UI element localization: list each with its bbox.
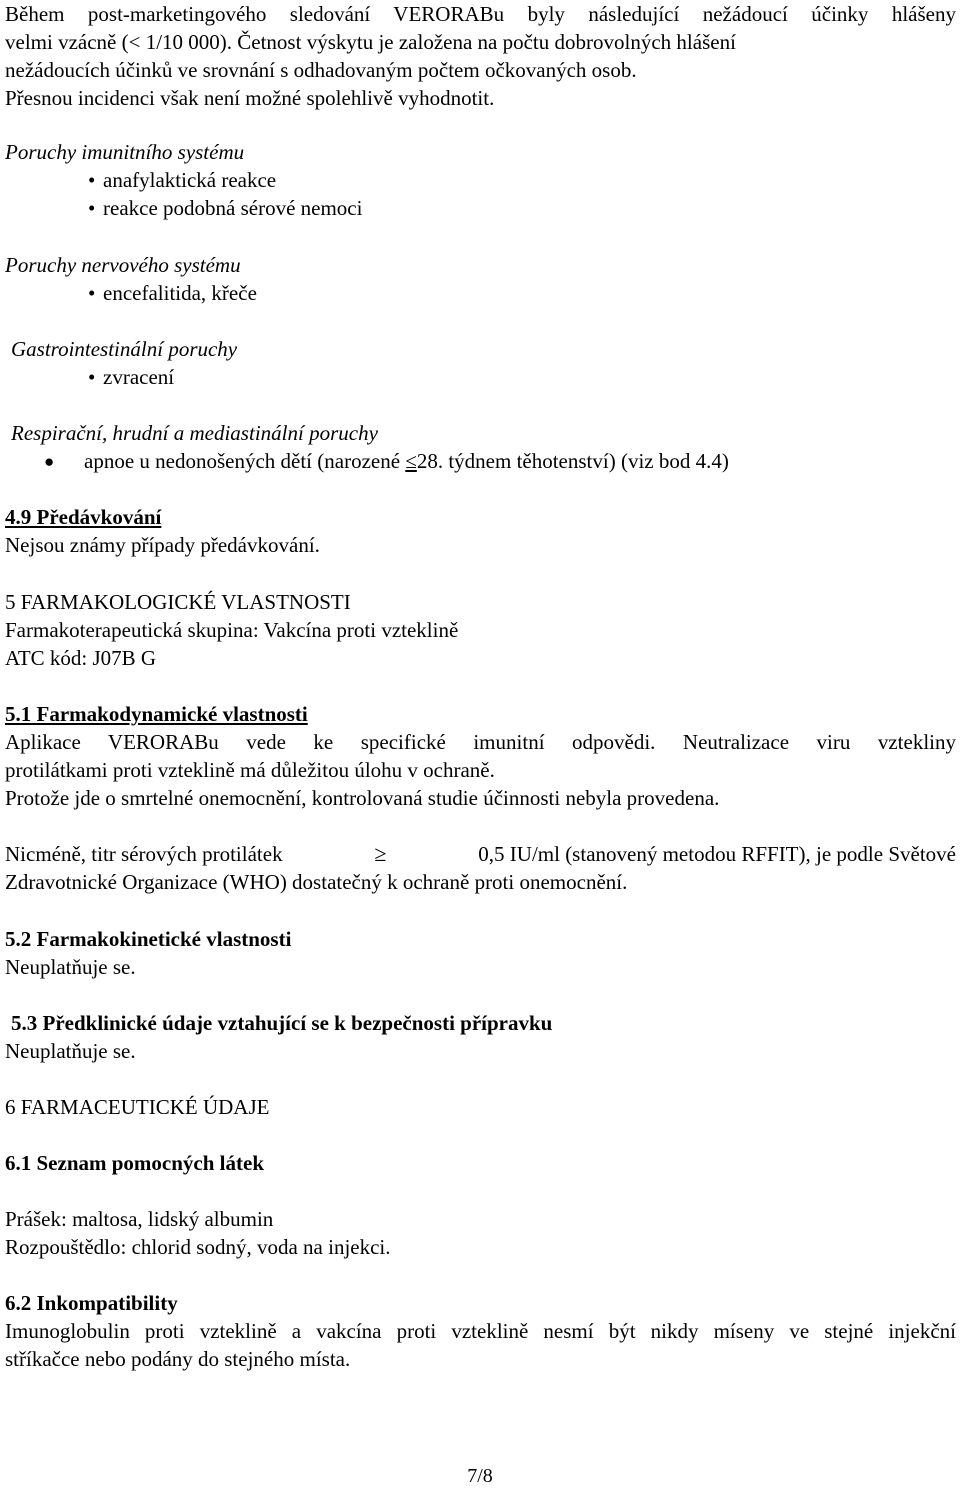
section-6-1-heading: 6.1 Seznam pomocných látek — [5, 1151, 264, 1175]
less-equal-symbol: ≤ — [405, 449, 417, 473]
section-5-1-line-4: Nicméně, titr sérových protilátek ≥ 0,5 IU/ml (stanovený metodou RFFIT), je podle Světové — [5, 841, 956, 866]
section-4-9-text: Nejsou známy případy předávkování. — [5, 533, 320, 557]
section-6-2-line-2: stříkačce nebo podány do stejného místa. — [5, 1347, 351, 1371]
list-item: reakce podobná sérové nemoci — [103, 196, 363, 220]
section-5-1-heading: 5.1 Farmakodynamické vlastnosti — [5, 702, 308, 726]
section-5-1-line-1: Aplikace VERORABu vede ke specifické imunitní odpovědi. Neutralizace viru vztekliny — [5, 730, 956, 754]
greater-equal-symbol: ≥ — [374, 841, 387, 866]
bullet-icon: • — [88, 196, 96, 220]
intro-line-4: Přesnou incidenci však není možné spolehlivě vyhodnotit. — [5, 86, 495, 110]
section-5-2-heading: 5.2 Farmakokinetické vlastnosti — [5, 927, 292, 951]
section-6-heading: 6 FARMACEUTICKÉ ÚDAJE — [5, 1095, 270, 1119]
list-item: apnoe u nedonošených dětí (narozené ≤28. týdnem těhotenství) (viz bod 4.4) — [84, 449, 729, 473]
section-5-1-line-3: Protože jde o smrtelné onemocnění, kontrolovaná studie účinnosti nebyla provedena. — [5, 786, 720, 810]
list-item: anafylaktická reakce — [103, 168, 277, 192]
section-5-3-heading: 5.3 Předklinické údaje vztahující se k bezpečnosti přípravku — [11, 1011, 553, 1035]
bullet-icon: • — [88, 365, 96, 389]
section-5-line-1: Farmakoterapeutická skupina: Vakcína proti vzteklině — [5, 618, 459, 642]
section-5-2-text: Neuplatňuje se. — [5, 955, 136, 979]
section-5-1-line-2: protilátkami proti vzteklině má důležitou úlohu v ochraně. — [5, 758, 495, 782]
nervous-heading: Poruchy nervového systému — [5, 253, 241, 277]
bullet-icon: • — [88, 281, 96, 305]
intro-line-1: Během post-marketingového sledování VERORABu byly následující nežádoucí účinky hlášeny — [5, 2, 956, 26]
list-item: encefalitida, křeče — [103, 281, 257, 305]
resp-heading: Respirační, hrudní a mediastinální poruchy — [11, 421, 378, 445]
section-5-3-text: Neuplatňuje se. — [5, 1039, 136, 1063]
section-5-1-line-5: Zdravotnické Organizace (WHO) dostatečný k ochraně proti onemocnění. — [5, 870, 628, 894]
gastro-heading: Gastrointestinální poruchy — [11, 337, 238, 361]
bullet-icon: ● — [44, 452, 55, 471]
intro-line-3: nežádoucích účinků ve srovnání s odhadovaným počtem očkovaných osob. — [5, 58, 637, 82]
section-6-2-heading: 6.2 Inkompatibility — [5, 1291, 178, 1315]
section-6-2-line-1: Imunoglobulin proti vzteklině a vakcína proti vzteklině nesmí být nikdy míseny ve stejné injekční — [5, 1319, 956, 1343]
immune-heading: Poruchy imunitního systému — [5, 140, 245, 164]
intro-line-2: velmi vzácně (< 1/10 000). Četnost výskytu je založena na počtu dobrovolných hlášení — [5, 30, 736, 54]
section-5-line-2: ATC kód: J07B G — [5, 646, 157, 670]
section-5-heading: 5 FARMAKOLOGICKÉ VLASTNOSTI — [5, 590, 351, 614]
bullet-icon: • — [88, 168, 96, 192]
page-number: 7/8 — [467, 1465, 493, 1487]
section-6-1-line-1: Prášek: maltosa, lidský albumin — [5, 1207, 274, 1231]
list-item: zvracení — [103, 365, 175, 389]
section-4-9-heading: 4.9 Předávkování — [5, 505, 162, 529]
section-6-1-line-2: Rozpouštědlo: chlorid sodný, voda na injekci. — [5, 1235, 391, 1259]
